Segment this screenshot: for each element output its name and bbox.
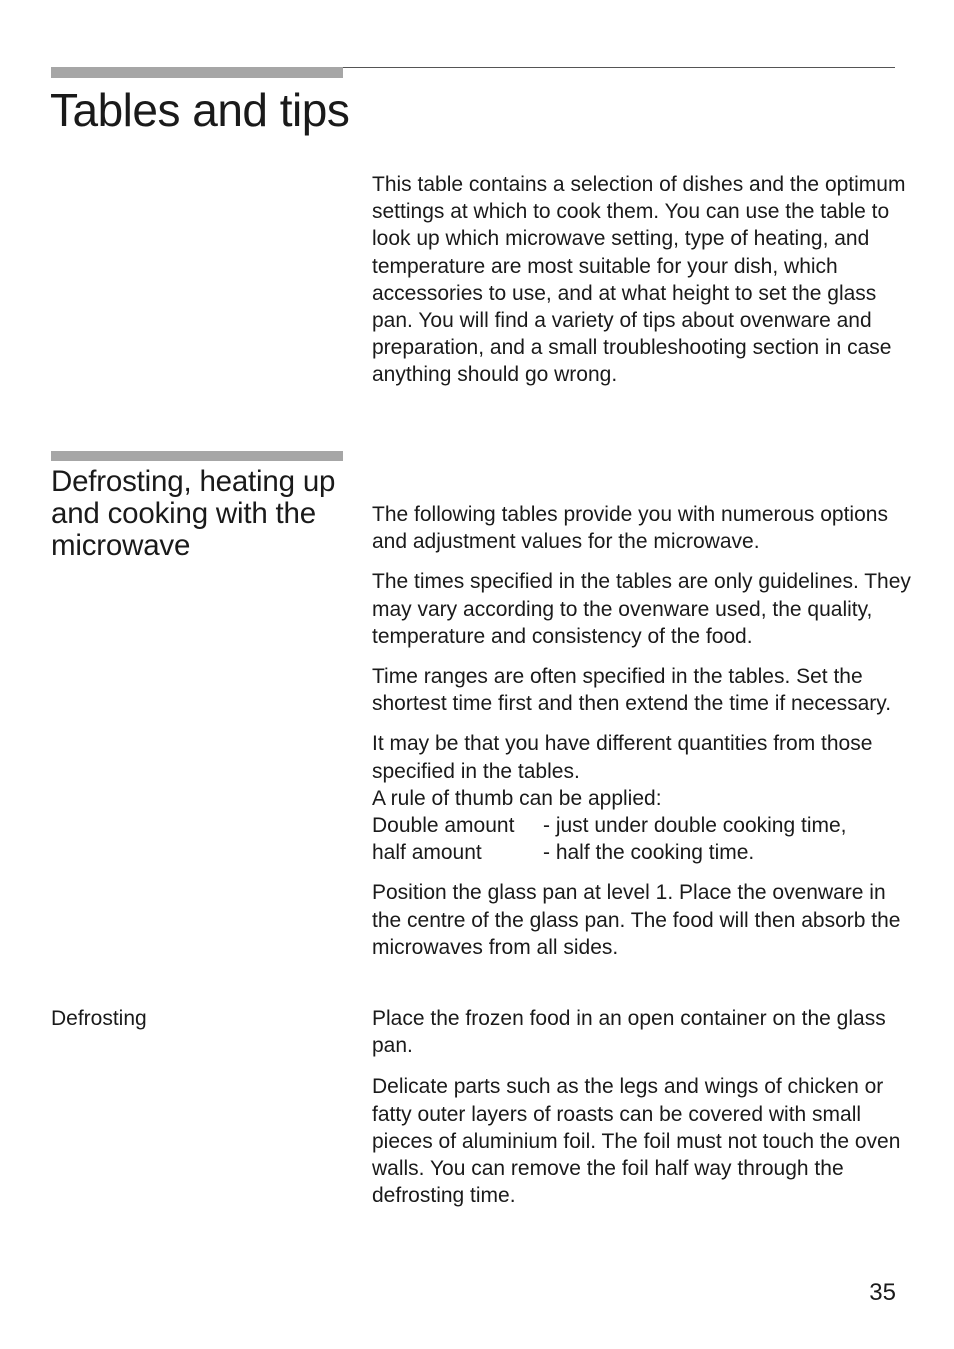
rule-amount: half amount xyxy=(372,841,482,865)
intro-paragraph: This table contains a selection of dishes and the optimum settings at which to cook them. You can use the table to look up which microwave setting, type of heating, and temperature are most suitable for your dish, which accessories to use, and at what height to set the glass pan. You will find a variety of tips about ovenware and preparation, and a small troubleshooting section in case anything should go wrong. xyxy=(372,173,906,387)
rule-of-thumb-intro: A rule of thumb can be applied: xyxy=(372,786,662,810)
rule-amount: Double amount xyxy=(372,814,515,838)
position-paragraph: Position the glass pan at level 1. Place the ovenware in the centre of the glass pan. The food will then absorb the microwaves from all sides. xyxy=(372,881,901,959)
section-body xyxy=(372,501,917,974)
section-paragraph: Time ranges are often specified in the tables. Set the shortest time first and then extend the time if necessary. xyxy=(372,665,892,716)
defrosting-body xyxy=(372,1005,912,1223)
page-title: Tables and tips xyxy=(50,84,350,136)
defrosting-paragraph: Delicate parts such as the legs and wings of chicken or fatty outer layers of roasts can be covered with small pieces of aluminium foil. The foil must not touch the oven walls. You can remove the foil half way through the defrosting time. xyxy=(372,1075,901,1208)
rule-row xyxy=(372,839,917,866)
quantities-lead: It may be that you have different quantities from those specified in the tables. xyxy=(372,732,873,783)
quantities-paragraph xyxy=(372,730,917,866)
defrosting-label: Defrosting xyxy=(51,1007,147,1030)
rule-effect: - just under double cooking time, xyxy=(543,814,847,838)
section-rule-accent xyxy=(51,451,343,461)
section-paragraph: The times specified in the tables are only guidelines. They may vary according to the ovenware used, the quality, temperature and consistency of the food. xyxy=(372,570,911,648)
page-number: 35 xyxy=(869,1279,896,1306)
rule-effect: - half the cooking time. xyxy=(543,841,755,865)
section-paragraph: The following tables provide you with numerous options and adjustment values for the microwave. xyxy=(372,503,888,554)
header-rule-accent xyxy=(51,67,343,78)
defrosting-paragraph: Place the frozen food in an open container on the glass pan. xyxy=(372,1007,886,1058)
section-heading: Defrosting, heating up and cooking with the microwave xyxy=(51,465,336,562)
rule-row xyxy=(372,812,917,839)
